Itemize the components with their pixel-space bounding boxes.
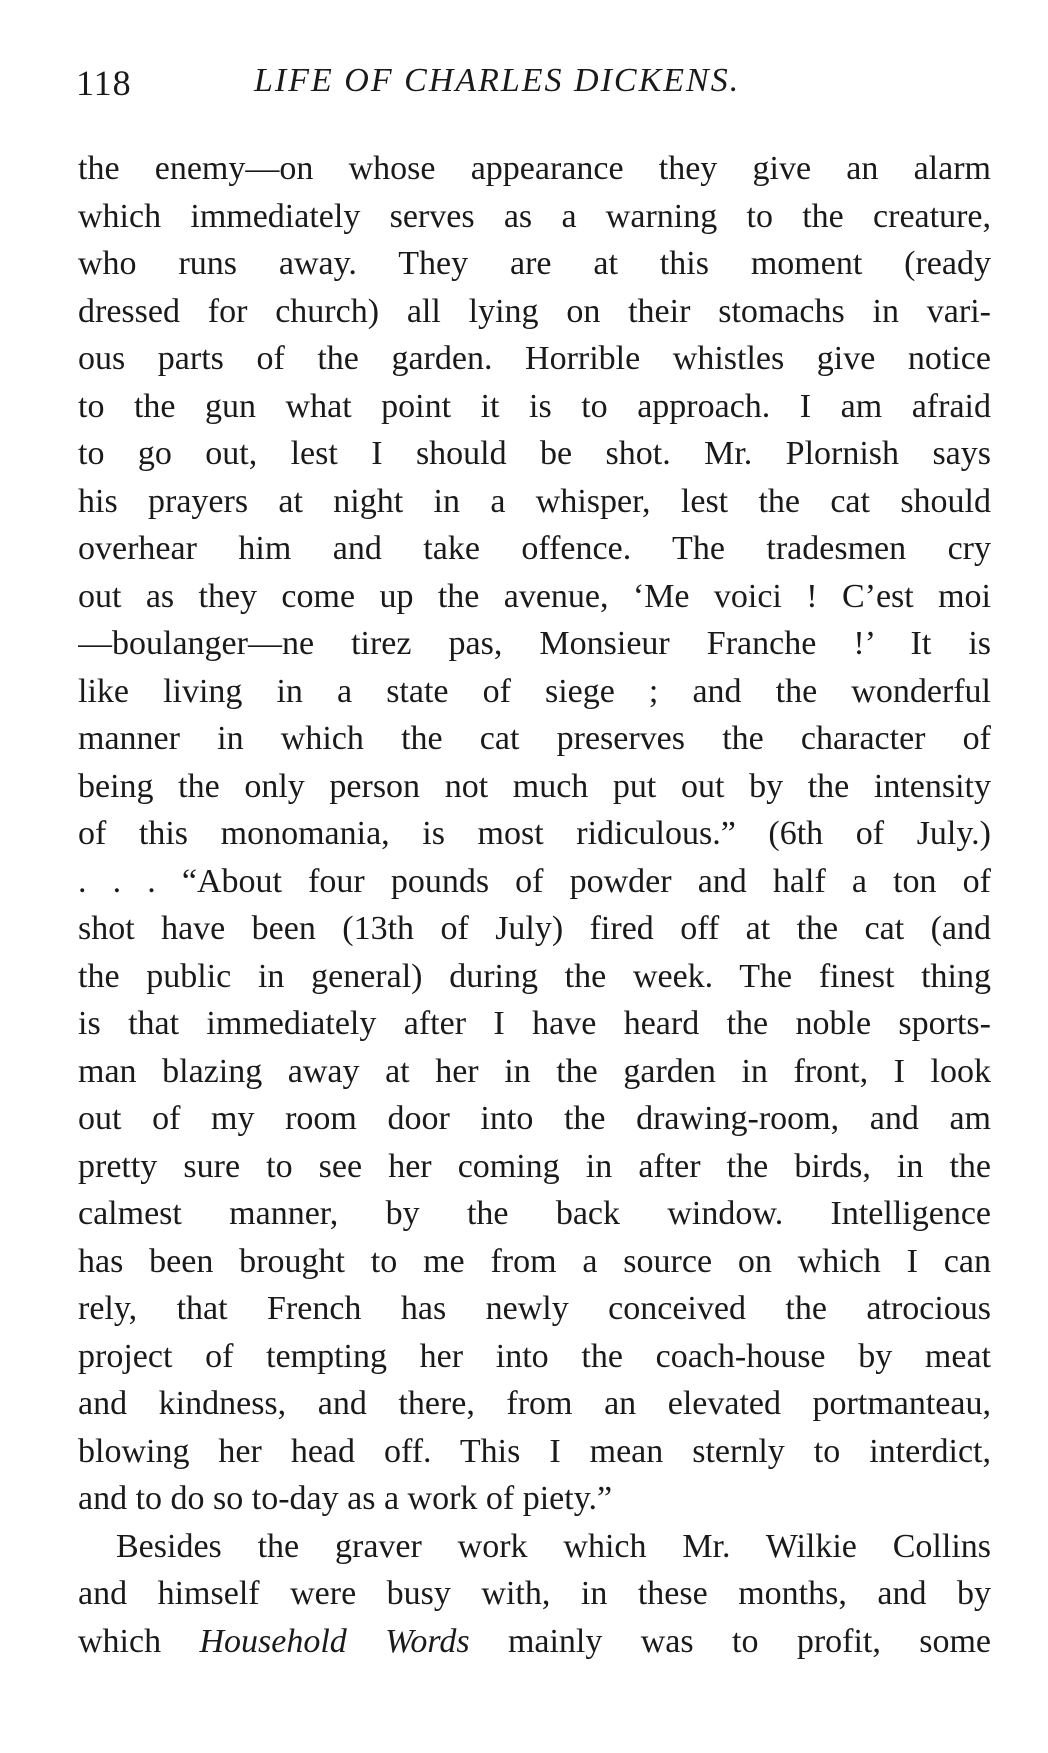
text-line: out of my room door into the drawing-room, and am xyxy=(78,1100,991,1137)
text-line: project of tempting her into the coach-house by meat xyxy=(78,1337,991,1375)
text-line: who runs away. They are at this moment (ready xyxy=(78,245,991,282)
text-line: overhear him and take offence. The tradesmen cry xyxy=(78,530,991,567)
text-line: calmest manner, by the back window. Intelligence xyxy=(78,1195,991,1232)
text-line: and to do so to-day as a work of piety.” xyxy=(78,1480,613,1517)
text-fragment: mainly was to profit, some xyxy=(469,1622,991,1660)
text-line: the enemy—on whose appearance they give an alarm xyxy=(78,150,991,187)
text-line: of this monomania, is most ridiculous.” (6th of July.) xyxy=(78,815,991,852)
text-line: Besides the graver work which Mr. Wilkie Collins xyxy=(116,1527,991,1565)
page-header xyxy=(76,62,996,106)
text-line: out as they come up the avenue, ‘Me voici ! C’est moi xyxy=(78,577,991,615)
page-number: 118 xyxy=(76,63,132,103)
text-line: rely, that French has newly conceived the atrocious xyxy=(78,1290,991,1327)
text-line: manner in which the cat preserves the character of xyxy=(78,720,991,757)
paragraph-1 xyxy=(78,145,991,1523)
running-title: LIFE OF CHARLES DICKENS. xyxy=(254,62,741,99)
text-line: dressed for church) all lying on their stomachs in vari- xyxy=(78,292,991,330)
text-line: —boulanger—ne tirez pas, Monsieur Franche !’ It is xyxy=(78,625,991,662)
text-line: shot have been (13th of July) fired off at the cat (and xyxy=(78,910,991,947)
body-text xyxy=(78,145,991,1665)
text-line: pretty sure to see her coming in after the birds, in the xyxy=(78,1147,991,1185)
paragraph-2 xyxy=(78,1523,991,1666)
text-line: blowing her head off. This I mean sternly to interdict, xyxy=(78,1432,991,1470)
text-line: his prayers at night in a whisper, lest the cat should xyxy=(78,482,991,520)
text-line-with-italic xyxy=(78,1618,991,1666)
text-line: has been brought to me from a source on which I can xyxy=(78,1242,991,1280)
text-line: and himself were busy with, in these months, and by xyxy=(78,1575,991,1612)
text-line: ous parts of the garden. Horrible whistles give notice xyxy=(78,340,991,377)
text-line: is that immediately after I have heard the noble sports- xyxy=(78,1005,991,1042)
text-line: to the gun what point it is to approach. I am afraid xyxy=(78,387,991,425)
periodical-title: Household Words xyxy=(199,1622,470,1660)
text-line: man blazing away at her in the garden in front, I look xyxy=(78,1052,991,1090)
text-line: which immediately serves as a warning to the creature, xyxy=(78,197,991,235)
text-line: to go out, lest I should be shot. Mr. Plornish says xyxy=(78,435,991,472)
text-fragment: which xyxy=(78,1622,200,1660)
text-line: the public in general) during the week. The finest thing xyxy=(78,957,991,995)
text-line: and kindness, and there, from an elevated portmanteau, xyxy=(78,1385,991,1422)
text-line: being the only person not much put out by the intensity xyxy=(78,767,991,805)
text-line: like living in a state of siege ; and the wonderful xyxy=(78,672,991,710)
text-line: . . . “About four pounds of powder and half a ton of xyxy=(78,862,991,900)
